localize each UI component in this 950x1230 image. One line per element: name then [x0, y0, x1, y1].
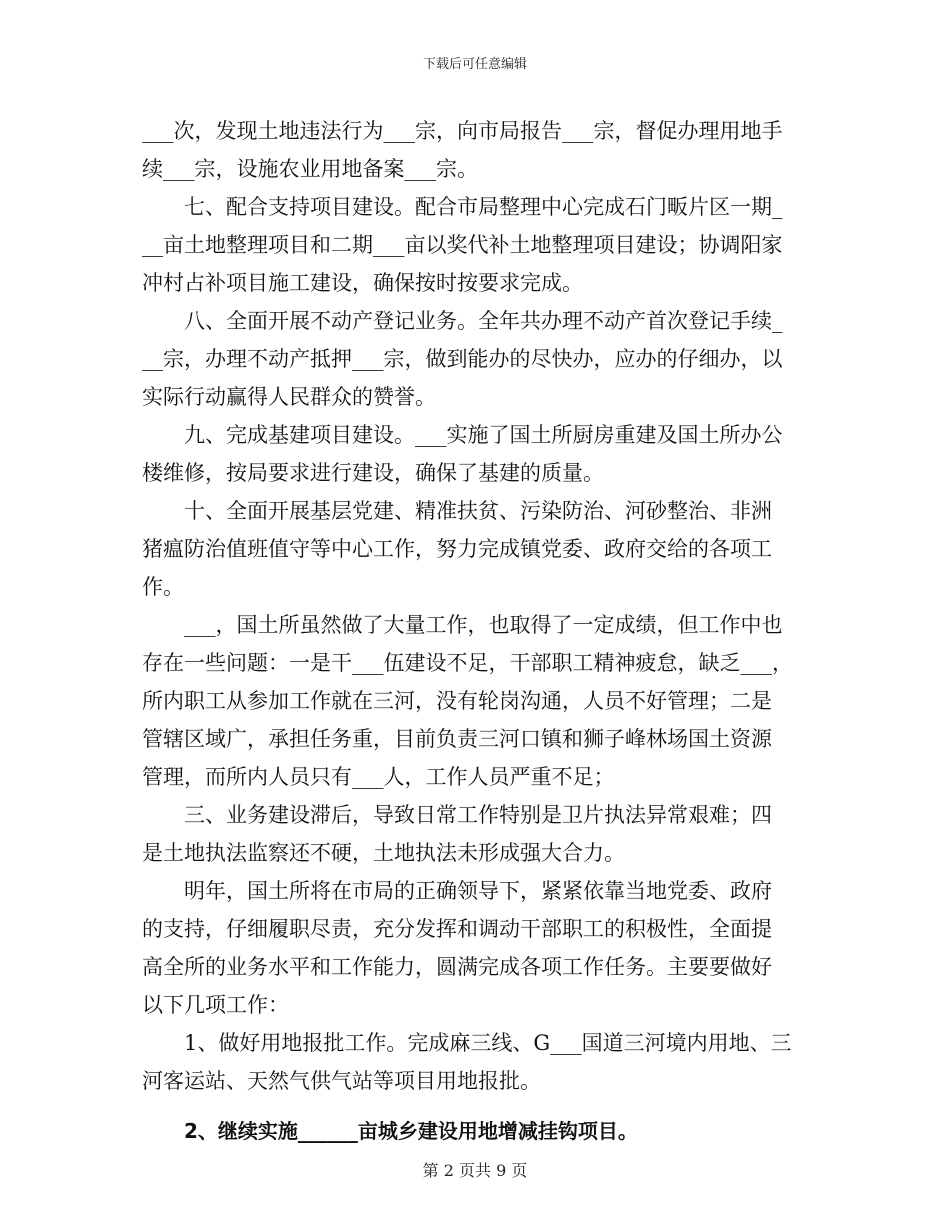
text-line: 楼维修，按局要求进行建设，确保了基建的质量。	[142, 461, 604, 485]
text-line: 所内职工从参加工作就在三河，没有轮岗沟通，人员不好管理；二是	[142, 689, 772, 713]
text-line: 续___宗，设施农业用地备案___宗。	[142, 157, 478, 181]
document-body	[142, 112, 812, 1150]
paragraph-start-line: 三、业务建设滞后，导致日常工作特别是卫片执法异常艰难；四	[184, 803, 772, 827]
text-line: 存在一些问题：一是干___伍建设不足，干部职工精神疲怠，缺乏___，	[142, 651, 793, 675]
bold-heading-line: 2、继续实施______亩城乡建设用地增减挂钩项目。	[184, 1119, 638, 1143]
text-line: 作。	[142, 575, 184, 599]
text-line: 以下几项工作：	[142, 993, 289, 1017]
text-line: 是土地执法监察还不硬，土地执法未形成强大合力。	[142, 841, 625, 865]
text-line: 猪瘟防治值班值守等中心工作，努力完成镇党委、政府交给的各项工	[142, 537, 772, 561]
paragraph-start-line: 九、完成基建项目建设。___实施了国土所厨房重建及国土所办公	[184, 423, 783, 447]
text-line: 的支持，仔细履职尽责，充分发挥和调动干部职工的积极性，全面提	[142, 917, 772, 941]
page-footer: 第 2 页共 9 页	[422, 1161, 528, 1180]
text-line: 管理，而所内人员只有___人，工作人员严重不足；	[142, 765, 615, 789]
text-line: ___次，发现土地违法行为___宗，向市局报告___宗，督促办理用地手	[142, 119, 783, 143]
text-line: 河客运站、天然气供气站等项目用地报批。	[142, 1069, 541, 1093]
text-line: 实际行动赢得人民群众的赞誉。	[142, 385, 436, 409]
paragraph-start-line: 1、做好用地报批工作。完成麻三线、G___国道三河境内用地、三	[184, 1031, 792, 1055]
paragraph-start-line: 七、配合支持项目建设。配合市局整理中心完成石门畈片区一期_	[184, 195, 783, 219]
text-line: 管辖区域广，承担任务重，目前负责三河口镇和狮子峰林场国土资源	[142, 727, 772, 751]
paragraph-start-line: 十、全面开展基层党建、精准扶贫、污染防治、河砂整治、非洲	[184, 499, 772, 523]
text-line: __亩土地整理项目和二期___亩以奖代补土地整理项目建设；协调阳家	[142, 233, 783, 257]
text-line: 高全所的业务水平和工作能力，圆满完成各项工作任务。主要要做好	[142, 955, 772, 979]
page-header: 下载后可任意编辑	[422, 57, 527, 72]
paragraph-start-line: 八、全面开展不动产登记业务。全年共办理不动产首次登记手续_	[184, 309, 783, 333]
text-line: 冲村占补项目施工建设，确保按时按要求完成。	[142, 271, 583, 295]
paragraph-start-line: ___，国土所虽然做了大量工作，也取得了一定成绩，但工作中也	[184, 613, 783, 637]
text-line: __宗，办理不动产抵押___宗，做到能办的尽快办，应办的仔细办，以	[142, 347, 783, 371]
paragraph-start-line: 明年，国土所将在市局的正确领导下，紧紧依靠当地党委、政府	[184, 879, 772, 903]
